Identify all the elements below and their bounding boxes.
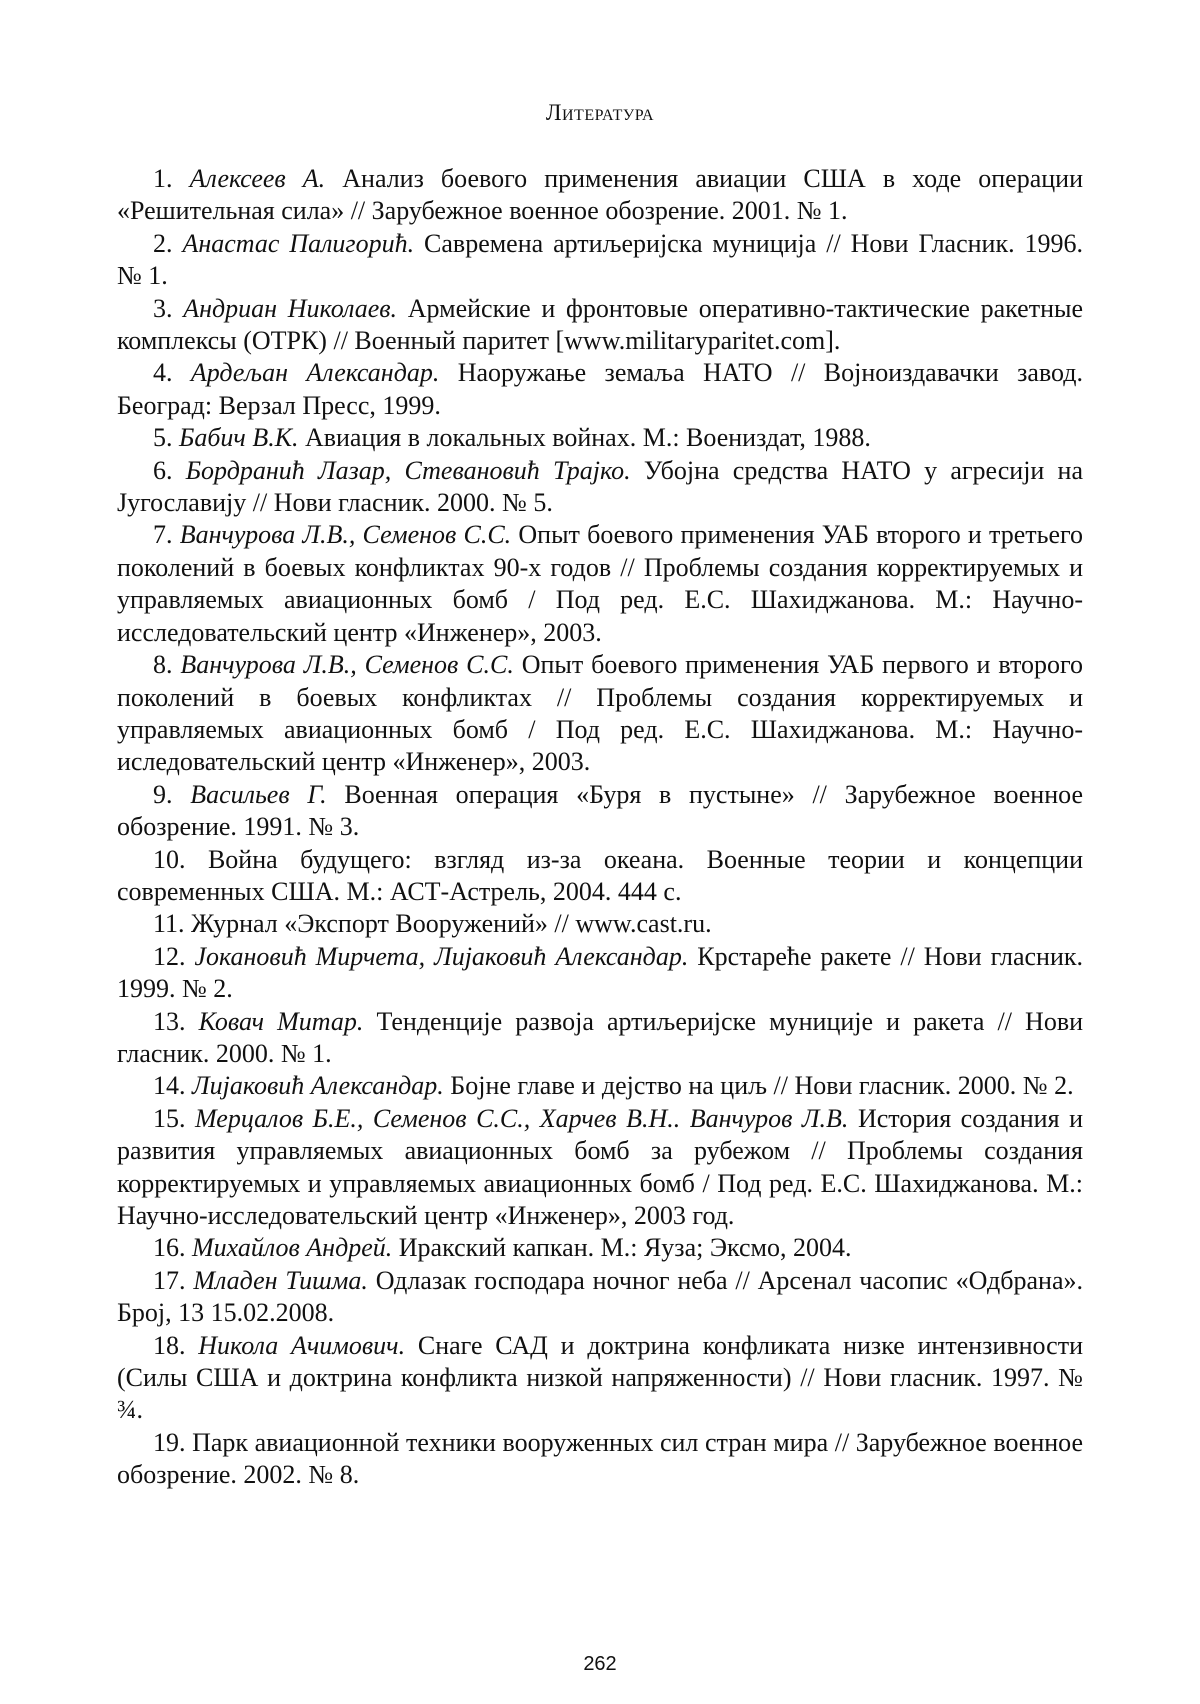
- entry-text: Савремена артиљеријска муниција // Нови Гласник. 1996. № 1.: [117, 228, 1084, 291]
- entry-author: Бордранић Лазар, Стевановић Трајко.: [185, 455, 631, 485]
- bibliography-entry: [117, 519, 1083, 649]
- page-heading: Литература: [545, 100, 655, 125]
- entry-author: Васильев Г.: [190, 779, 327, 809]
- entry-text: Война будущего: взгляд из-за океана. Военные теории и концепции современных США. М.: АСТ-Астрель, 2004. 444 с.: [117, 844, 1084, 906]
- entry-text: Тенденције развоја артиљеријске муниције и ракета // Нови гласник. 2000. № 1.: [117, 1006, 1084, 1068]
- entry-number: 17.: [153, 1265, 186, 1295]
- bibliography-entry: [117, 649, 1083, 779]
- entry-author: Ардељан Александар.: [190, 358, 440, 388]
- entry-number: 1.: [153, 164, 173, 193]
- entry-number: 5.: [153, 423, 173, 453]
- entry-text: Журнал «Экспорт Вооружений» // www.cast.ru.: [191, 909, 712, 939]
- bibliography-entry: [117, 1427, 1083, 1492]
- entry-text: Армейские и фронтовые оперативно-тактические ракетные комплексы (ОТРК) // Военный паритет [www.militaryparitet.com].: [117, 293, 1083, 356]
- bibliography-entry: [117, 1232, 1083, 1264]
- entry-number: 2.: [153, 228, 173, 258]
- entry-text: Бојне главе и дејство на циљ // Нови гласник. 2000. № 2.: [450, 1071, 1074, 1101]
- entry-author: Младен Тишма.: [193, 1265, 368, 1295]
- page-number: 262: [583, 1653, 617, 1675]
- bibliography-list: [117, 163, 1083, 1492]
- entry-author: Лијаковић Александар.: [192, 1071, 444, 1101]
- entry-text: Парк авиационной техники вооруженных сил стран мира // Зарубежное военное обозрение. 2002. № 8.: [117, 1427, 1084, 1490]
- entry-number: 15.: [153, 1103, 186, 1133]
- entry-text: Опыт боевого применения УАБ первого и второго поколений в боевых конфликтах // Проблемы создания корректируемых и управляемых авиационных бомб / Под ред. Е.С. Шахиджанова. М.: Научно-иследовательский центр «Инженер», 2003.: [117, 650, 1084, 777]
- entry-number: 4.: [153, 358, 173, 388]
- bibliography-entry: [117, 908, 1083, 940]
- bibliography-entry: [117, 163, 1083, 228]
- entry-author: Ковач Митар.: [198, 1006, 364, 1036]
- entry-number: 6.: [153, 455, 173, 485]
- entry-author: Ванчурова Л.В., Семенов С.С.: [180, 650, 514, 680]
- bibliography-entry: [117, 844, 1083, 909]
- entry-number: 8.: [153, 650, 173, 680]
- entry-number: 11.: [153, 909, 185, 939]
- bibliography-entry: [117, 422, 1083, 454]
- entry-text: Авиация в локальных войнах. М.: Воениздат, 1988.: [304, 423, 871, 453]
- entry-author: Јокановић Мирчета, Лијаковић Александар.: [194, 941, 689, 971]
- entry-text: Убојна средства НАТО у агресији на Југославију // Нови гласник. 2000. № 5.: [117, 455, 1084, 518]
- entry-text: Иракский капкан. М.: Яуза; Эксмо, 2004.: [398, 1233, 852, 1263]
- entry-number: 12.: [153, 941, 186, 971]
- bibliography-entry: [117, 455, 1083, 520]
- entry-text: Опыт боевого применения УАБ второго и третьего поколений в боевых конфликтах 90-х годов // Проблемы создания корректируемых и управляемых авиационных бомб / Под ред. Е.С. Шахиджанова. М.: Научно-исследовательский центр «Инженер», 2003.: [117, 520, 1084, 647]
- entry-number: 18.: [153, 1330, 186, 1360]
- entry-author: Бабич В.К.: [179, 423, 299, 453]
- bibliography-entry: [117, 357, 1083, 422]
- entry-author: Андриан Николаев.: [183, 293, 398, 323]
- bibliography-entry: [117, 1330, 1083, 1427]
- bibliography-entry: [117, 293, 1083, 358]
- entry-number: 3.: [153, 293, 173, 323]
- entry-number: 9.: [153, 779, 173, 809]
- entry-text: Крстареће ракете // Нови гласник. 1999. № 2.: [117, 941, 1084, 1004]
- bibliography-entry: [117, 1103, 1083, 1233]
- entry-number: 10.: [153, 844, 186, 874]
- entry-text: История создания и развития управляемых авиационных бомб за рубежом // Проблемы создания корректируемых и управляемых авиационных бомб / Под ред. Е.С. Шахиджанова. М.: Научно-исследовательский центр «Инженер», 2003 год.: [117, 1103, 1083, 1230]
- bibliography-entry: [117, 941, 1083, 1006]
- entry-number: 7.: [153, 520, 173, 550]
- bibliography-entry: [117, 1070, 1083, 1102]
- entry-text: Одлазак господара ночног неба // Арсенал часопис «Одбрана». Број, 13 15.02.2008.: [117, 1265, 1083, 1328]
- entry-author: Алексеев А.: [189, 164, 326, 193]
- entry-text: Снаге САД и доктрина конфликата низке интензивности (Силы США и доктрина конфликта низкой напряженности) // Нови гласник. 1997. № ¾.: [117, 1330, 1083, 1425]
- bibliography-entry: [117, 228, 1083, 293]
- entry-author: Ванчурова Л.В., Семенов С.С.: [179, 520, 512, 550]
- entry-author: Анастас Палигорић.: [182, 228, 415, 258]
- entry-number: 16.: [153, 1233, 186, 1263]
- entry-text: Наоружање земаља НАТО // Војноиздавачки завод. Београд: Верзал Пресс, 1999.: [117, 358, 1084, 420]
- bibliography-entry: [117, 779, 1083, 844]
- entry-author: Никола Ачимович.: [198, 1330, 406, 1360]
- entry-text: Анализ боевого применения авиации США в ходе операции «Решительная сила» // Зарубежное военное обозрение. 2001. № 1.: [117, 164, 1084, 226]
- entry-number: 19.: [153, 1427, 186, 1457]
- bibliography-entry: [117, 1265, 1083, 1330]
- entry-number: 13.: [153, 1006, 186, 1036]
- entry-number: 14.: [153, 1071, 186, 1101]
- entry-author: Михайлов Андрей.: [192, 1233, 393, 1263]
- entry-text: Военная операция «Буря в пустыне» // Зарубежное военное обозрение. 1991. № 3.: [117, 779, 1083, 842]
- bibliography-entry: [117, 1006, 1083, 1071]
- entry-author: Мерцалов Б.Е., Семенов С.С., Харчев В.Н.. Ванчуров Л.В.: [195, 1103, 849, 1133]
